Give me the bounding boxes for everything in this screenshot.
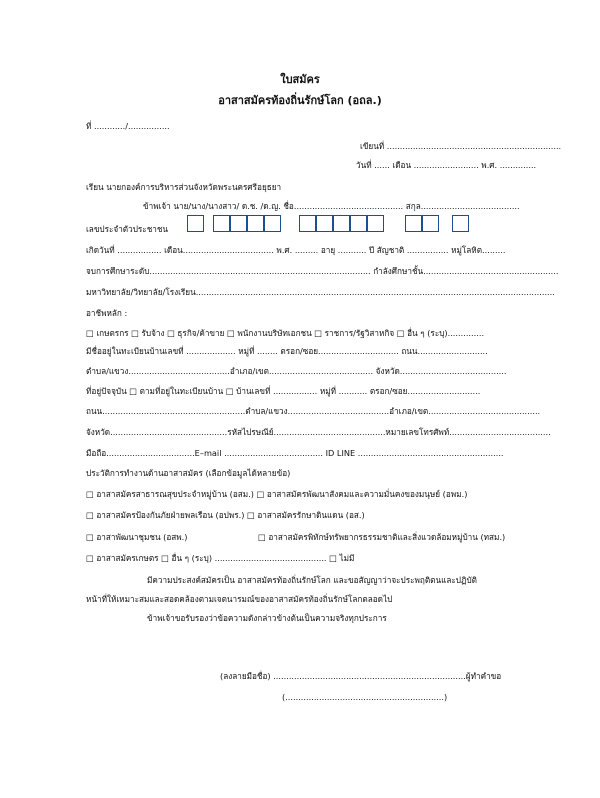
road-field: ถนน.......................................................ตำบล/แขวง.......................................อำเภอ/เขต...........................................: [86, 406, 541, 416]
applicant-name-field: ข้าพเจ้า นาย/นาง/นางสาว/ ด.ช. /ด.ญ. ชื่อ.......................................... สกุล......................................: [143, 201, 520, 211]
date-field: วันที่ ...... เดือน ......................... พ.ศ. ..............: [356, 160, 537, 170]
id-box: [187, 215, 204, 232]
experience-row-3b: □ อาสาสมัครพิทักษ์ทรัพยากรธรรมชาติและสิ่งแวดล้อมหมู่บ้าน (ทสม.): [258, 532, 506, 542]
contact-field: มือถือ..................................E–mail ...................................... ID LINE ........................................................: [86, 448, 504, 458]
id-box: [230, 215, 247, 232]
experience-row-4: □ อาสาสมัครเกษตร □ อื่น ๆ (ระบุ) ........................................... □ ไม่มี: [86, 553, 355, 563]
education-field: จบการศึกษาระดับ..................................................................................... กำลังศึกษาชั้น....................................................: [86, 266, 559, 276]
certification-statement: ข้าพเจ้าขอรับรองว่าข้อความดังกล่าวข้างต้นเป็นความจริงทุกประการ: [147, 613, 387, 623]
id-box: [350, 215, 367, 232]
occupation-options: □ เกษตรกร □ รับจ้าง □ ธุรกิจ/ค้าขาย □ พนักงานบริษัทเอกชน □ ราชการ/รัฐวิสาหกิจ □ อื่น ๆ (ระบุ)..............: [86, 328, 485, 338]
id-box: [405, 215, 422, 232]
signature-printed-name: (.............................................................): [282, 692, 448, 702]
citizen-id-label: เลขประจำตัวประชาชน: [86, 224, 169, 234]
page-title: ใบสมัคร: [280, 73, 320, 86]
written-at-field: เขียนที่ ...................................................................: [360, 141, 562, 151]
intent-statement-line-1: มีความประสงค์สมัครเป็น อาสาสมัครท้องถิ่นรักษ์โลก และขอสัญญาว่าจะประพฤติตนและปฏิบัติ: [147, 575, 477, 585]
province-field: จังหวัด.............................................รหัสไปรษณีย์...........................................หมายเลขโทรศัพท์.......................................: [86, 427, 551, 437]
id-box: [367, 215, 384, 232]
id-box: [247, 215, 264, 232]
birth-date-field: เกิดวันที่ ................. เดือน................................... พ.ศ. ......... อายุ ........... ปี สัญชาติ ................ หมู่โลหิต.........: [86, 245, 506, 255]
document-number: ที่ ............/................: [86, 121, 170, 131]
id-box: [264, 215, 281, 232]
id-box: [422, 215, 439, 232]
house-registration-field: มีชื่ออยู่ในทะเบียนบ้านเลขที่ ................... หมู่ที่ ........ ตรอก/ซอย............................... ถนน...........................: [86, 346, 488, 356]
experience-row-1: □ อาสาสมัครสาธารณสุขประจำหมู่บ้าน (อสม.) □ อาสาสมัครพัฒนาสังคมและความมั่นคงของมนุษย์ (อพม.): [86, 489, 468, 499]
id-box: [316, 215, 333, 232]
occupation-label: อาชีพหลัก :: [86, 308, 128, 318]
signature-field: (ลงลายมือชื่อ) ..........................................................................ผู้ทำคำขอ: [220, 671, 502, 681]
volunteer-experience-label: ประวัติการทำงานด้านอาสาสมัคร (เลือกข้อมูลได้หลายข้อ): [86, 468, 291, 478]
intent-statement-line-2: หน้าที่ให้เหมาะสมและสอดคล้องตามเจตนารมณ์ของอาสาสมัครท้องถิ่นรักษ์โลกตลอดไป: [86, 594, 393, 604]
id-box: [213, 215, 230, 232]
id-box: [333, 215, 350, 232]
salutation: เรียน นายกองค์การบริหารส่วนจังหวัดพระนครศรีอยุธยา: [86, 182, 282, 192]
experience-row-3a: □ อาสาพัฒนาชุมชน (อสพ.): [86, 532, 188, 542]
current-address-field: ที่อยู่ปัจจุบัน □ ตามที่อยู่ในทะเบียนบ้าน □ บ้านเลขที่ ................. หมู่ที่ ........... ตรอก/ซอย............................: [86, 386, 481, 396]
subdistrict-field: ตำบล/แขวง.......................................อำเภอ/เขต........................................ จังหวัด.........................................: [86, 366, 507, 376]
id-box: [299, 215, 316, 232]
page-subtitle: อาสาสมัครท้องถิ่นรักษ์โลก (อถล.): [218, 94, 382, 107]
institution-field: มหาวิทยาลัย/วิทยาลัย/โรงเรียน..........................................................................................................................................: [86, 287, 555, 297]
experience-row-2: □ อาสาสมัครป้องกันภัยฝ่ายพลเรือน (อปพร.) □ อาสาสมัครรักษาดินแดน (อส.): [86, 510, 365, 520]
id-box: [452, 215, 469, 232]
